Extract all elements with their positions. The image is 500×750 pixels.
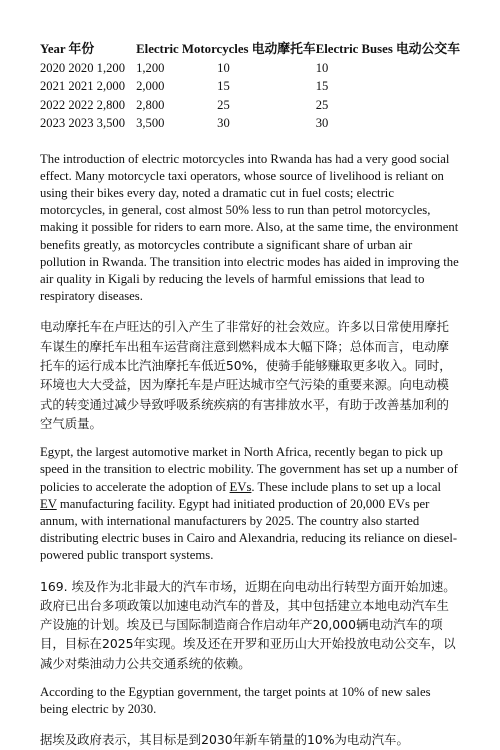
buses-cell-a: 10 xyxy=(217,60,230,75)
buses-cell-a: 30 xyxy=(217,116,230,130)
paragraph-rwanda-chinese: 电动摩托车在卢旺达的引入产生了非常好的社会效应。许多以日常使用摩托车谋生的摩托车出租车运营商注意到燃料成本大幅下降；总体而言，电动摩托车的运行成本比汽油摩托车低近50%，使骑手能够赚取更多收入。同时，环境也大大受益，因为摩托车是卢旺达城市空气污染的重要来源。向电动模式的转变通过减少导致呼吸系统疾病的有害排放水平，有助于改善基加利的空气质量。 xyxy=(40,319,452,431)
buses-cell-b: 25 xyxy=(315,97,329,112)
buses-cell-b: 30 xyxy=(315,116,329,130)
row-label: 2021 2021 2,000 xyxy=(40,79,126,93)
ev-statistics-table xyxy=(40,40,460,133)
table-row xyxy=(40,77,460,96)
paragraph-rwanda-english: The introduction of electric motorcycles into Rwanda has had a very good social effect. Many motorcycle taxi operators, whose source of livelihood is reliant on using their bikes every day, noted a dramatic cut in fuel costs; electric motorcycles, in general, cost almost 50% less to run than petrol motorcycles, making it possible for riders to earn more. Also, at the same time, the environment benefits greatly, as motorcycles contribute a significant share of urban air pollution in Rwanda. The transition into electric modes has aided in improving the air quality in Kigali by reducing the levels of harmful emissions that lead to respiratory diseases. xyxy=(40,151,459,304)
row-label: 2022 2022 2,800 xyxy=(40,97,126,112)
header-electric-motorcycles: Electric Motorcycles 电动摩托车 xyxy=(136,42,316,56)
paragraph-egypt-chinese: 169. 埃及作为北非最大的汽车市场，近期在向电动出行转型方面开始加速。政府已出台多项政策以加速电动汽车的普及，其中包括建立本地电动汽车生产设施的计划。埃及已与国际制造商合作启动年产20,000辆电动汽车的项目，目标在2025年实现。埃及还在开罗和亚历山大开始投放电动公交车，以减少对柴油动力公共交通系统的依赖。 xyxy=(40,578,456,671)
paragraph-target-chinese: 据埃及政府表示，其目标是到2030年新车销量的10%为电动汽车。 xyxy=(40,732,409,748)
buses-cell-a: 25 xyxy=(217,97,230,112)
paragraph-egypt-english xyxy=(40,444,460,564)
table-row xyxy=(40,59,460,78)
motorcycles-cell: 3,500 xyxy=(136,116,165,130)
motorcycles-cell: 2,000 xyxy=(136,79,165,93)
row-label: 2023 2023 3,500 xyxy=(40,116,126,130)
egypt-text-part-1: Egypt, the largest automotive market in North Africa, recently began to pick up speed in the transition to electric mobility. The government has set up a number of policies to accelerate the adoption of xyxy=(40,445,458,494)
motorcycles-cell: 1,200 xyxy=(136,60,165,75)
evs-underlined-term: EVs xyxy=(229,479,252,494)
paragraph-target-english: According to the Egyptian government, the target points at 10% of new sales being electric by 2030. xyxy=(40,685,431,717)
egypt-text-part-3: manufacturing facility. Egypt had initiated production of 20,000 EVs per annum, with international manufacturers by 2025. The country also started distributing electric buses in Cairo and Alexandria, reducing its reliance on diesel-powered public transport systems. xyxy=(40,496,458,563)
motorcycles-cell: 2,800 xyxy=(136,97,165,112)
buses-cell-b: 15 xyxy=(315,79,329,93)
table-header-row xyxy=(40,40,460,59)
ev-underlined-term: EV xyxy=(40,496,57,511)
row-label: 2020 2020 1,200 xyxy=(40,60,126,75)
buses-cell-b: 10 xyxy=(315,60,329,75)
table-row xyxy=(40,96,460,115)
egypt-text-part-2: . These include plans to set up a local xyxy=(251,479,442,494)
buses-cell-a: 15 xyxy=(217,79,230,93)
table-row xyxy=(40,114,460,133)
header-electric-buses: Electric Buses 电动公交车 xyxy=(315,42,460,56)
header-year: Year 年份 xyxy=(40,42,95,56)
